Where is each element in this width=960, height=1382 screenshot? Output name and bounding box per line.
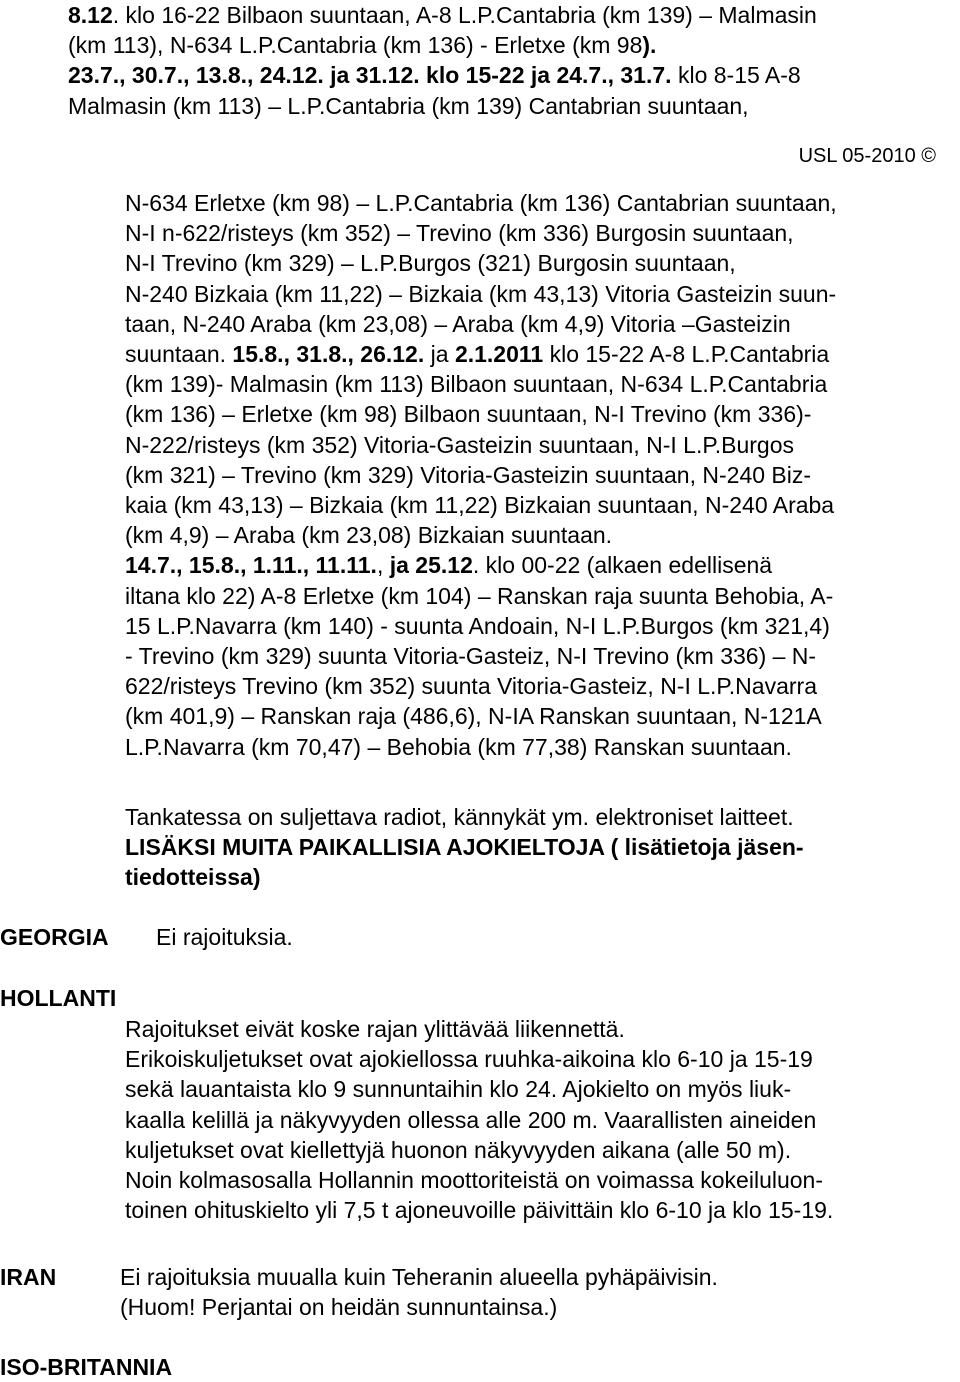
text-line (125, 611, 837, 641)
text-line (125, 862, 804, 892)
text-line (68, 91, 817, 121)
text-line (125, 1044, 833, 1074)
text-run: ja 25.12 (389, 552, 473, 579)
text-run: (km 4,9) – Araba (km 23,08) Bizkaian suuntaan. (125, 522, 613, 549)
text-run: (km 321) – Trevino (km 329) Vitoria-Gasteizin suuntaan, N-240 Biz- (125, 461, 812, 488)
text-run: Malmasin (km 113) – L.P.Cantabria (km 139) Cantabrian suuntaan, (68, 92, 749, 119)
text-run: . klo 00-22 (alkaen edellisenä (472, 552, 773, 579)
text-line (125, 520, 837, 550)
text-line (125, 279, 837, 309)
text-line (125, 188, 837, 218)
notice-block (125, 802, 804, 893)
hollanti-text (125, 1014, 833, 1225)
text-run: suuntaan. (125, 341, 233, 368)
text-line (125, 671, 837, 701)
text-run: LISÄKSI MUITA PAIKALLISIA AJOKIELTOJA ( lisätietoja jäsen- (125, 834, 804, 861)
text-line (120, 1262, 718, 1292)
text-line (125, 732, 837, 762)
text-run: 622/risteys Trevino (km 352) suunta Vitoria-Gasteiz, N-I L.P.Navarra (125, 673, 817, 700)
georgia-text: Ei rajoituksia. (156, 924, 293, 950)
text-run: N-I n-622/risteys (km 352) – Trevino (km 336) Burgosin suuntaan, (125, 220, 794, 247)
text-run: tiedotteissa) (125, 864, 261, 891)
copyright-notice: USL 05-2010 © (798, 145, 936, 167)
text-line (125, 460, 837, 490)
text-line (125, 339, 837, 369)
text-run: (Huom! Perjantai on heidän sunnuntainsa.) (120, 1294, 558, 1321)
text-run: 14.7., 15.8., 1.11., 11.11. (125, 552, 377, 579)
text-line (125, 1014, 833, 1044)
section-heading-georgia: GEORGIA (0, 924, 109, 950)
top-block (68, 0, 817, 121)
text-run: 15 L.P.Navarra (km 140) - suunta Andoain, N-I L.P.Burgos (km 321,4) (125, 612, 830, 639)
section-heading-iso-britannia: ISO-BRITANNIA (0, 1354, 173, 1380)
text-line (125, 1165, 833, 1195)
text-run: N-I Trevino (km 329) – L.P.Burgos (321) Burgosin suuntaan, (125, 250, 736, 277)
text-line (125, 248, 837, 278)
text-run: (km 401,9) – Ranskan raja (486,6), N-IA Ranskan suuntaan, N-121A (125, 703, 822, 730)
text-line (125, 399, 837, 429)
text-line (68, 60, 817, 90)
text-run: kaalla kelillä ja näkyvyyden ollessa alle 200 m. Vaarallisten aineiden (125, 1106, 817, 1133)
text-run: (km 113), N-634 L.P.Cantabria (km 136) - Erletxe (km 98 (68, 32, 643, 59)
text-line (125, 581, 837, 611)
text-line (125, 430, 837, 460)
text-line (68, 30, 817, 60)
text-run: sekä lauantaista klo 9 sunnuntaihin klo 24. Ajokielto on myös liuk- (125, 1076, 792, 1103)
text-run: Rajoitukset eivät koske rajan ylittävää liikennettä. (125, 1016, 625, 1042)
text-line (125, 1105, 833, 1135)
text-run: 2.1.2011 (454, 341, 544, 368)
text-line (125, 1195, 833, 1225)
text-run: 15.8., 31.8., 26.12. (232, 341, 425, 368)
text-run: iltana klo 22) A-8 Erletxe (km 104) – Ranskan raja suunta Behobia, A- (125, 582, 834, 609)
text-run: toinen ohituskielto yli 7,5 t ajoneuvoille päivittäin klo 6-10 ja klo 15-19. (125, 1197, 834, 1224)
text-line (125, 490, 837, 520)
main-block (125, 188, 837, 762)
text-line (125, 1074, 833, 1104)
section-heading-iran: IRAN (0, 1264, 57, 1290)
text-run: ). (642, 32, 657, 59)
text-line (125, 1135, 833, 1165)
text-line (125, 309, 837, 339)
text-run: kaia (km 43,13) – Bizkaia (km 11,22) Bizkaian suuntaan, N-240 Araba (125, 492, 835, 519)
text-run: L.P.Navarra (km 70,47) – Behobia (km 77,38) Ranskan suuntaan. (125, 733, 792, 760)
text-line (125, 802, 804, 832)
text-run: N-222/risteys (km 352) Vitoria-Gasteizin suuntaan, N-I L.P.Burgos (125, 431, 794, 458)
text-line (120, 1292, 718, 1322)
text-run: Tankatessa on suljettava radiot, kännykät ym. elektroniset laitteet. (125, 804, 794, 830)
text-line (125, 701, 837, 731)
text-run: taan, N-240 Araba (km 23,08) – Araba (km 4,9) Vitoria –Gasteizin (125, 310, 791, 337)
text-run: ja (424, 341, 455, 368)
text-run: klo 15-22 A-8 L.P.Cantabria (543, 341, 830, 368)
text-run: (km 139)- Malmasin (km 113) Bilbaon suuntaan, N-634 L.P.Cantabria (125, 371, 828, 398)
text-run: 23.7., 30.7., 13.8., 24.12. ja 31.12. klo 15-22 ja 24.7., 31.7. (68, 62, 672, 89)
text-run: . klo 16-22 Bilbaon suuntaan, A-8 L.P.Cantabria (km 139) – Malmasin (112, 2, 817, 28)
text-run: 8.12 (68, 2, 113, 28)
text-line (68, 0, 817, 30)
text-run: - Trevino (km 329) suunta Vitoria-Gasteiz, N-I Trevino (km 336) – N- (125, 643, 817, 670)
text-run: , (376, 552, 390, 579)
text-run: N-634 Erletxe (km 98) – L.P.Cantabria (km 136) Cantabrian suuntaan, (125, 190, 837, 216)
text-line (125, 641, 837, 671)
text-line (125, 369, 837, 399)
text-run: Ei rajoituksia muualla kuin Teheranin alueella pyhäpäivisin. (120, 1264, 718, 1290)
text-line (125, 550, 837, 580)
text-line (125, 832, 804, 862)
text-run: N-240 Bizkaia (km 11,22) – Bizkaia (km 43,13) Vitoria Gasteizin suun- (125, 280, 837, 307)
section-heading-hollanti: HOLLANTI (0, 985, 117, 1011)
text-run: Erikoiskuljetukset ovat ajokiellossa ruuhka-aikoina klo 6-10 ja 15-19 (125, 1046, 813, 1073)
text-run: klo 8-15 A-8 (671, 62, 801, 89)
text-run: Noin kolmasosalla Hollannin moottoriteistä on voimassa kokeiluluon- (125, 1167, 824, 1194)
text-run: kuljetukset ovat kiellettyjä huonon näkyvyyden aikana (alle 50 m). (125, 1136, 792, 1163)
text-run: (km 136) – Erletxe (km 98) Bilbaon suuntaan, N-I Trevino (km 336)- (125, 401, 812, 428)
text-line (125, 218, 837, 248)
iran-text (120, 1262, 718, 1322)
